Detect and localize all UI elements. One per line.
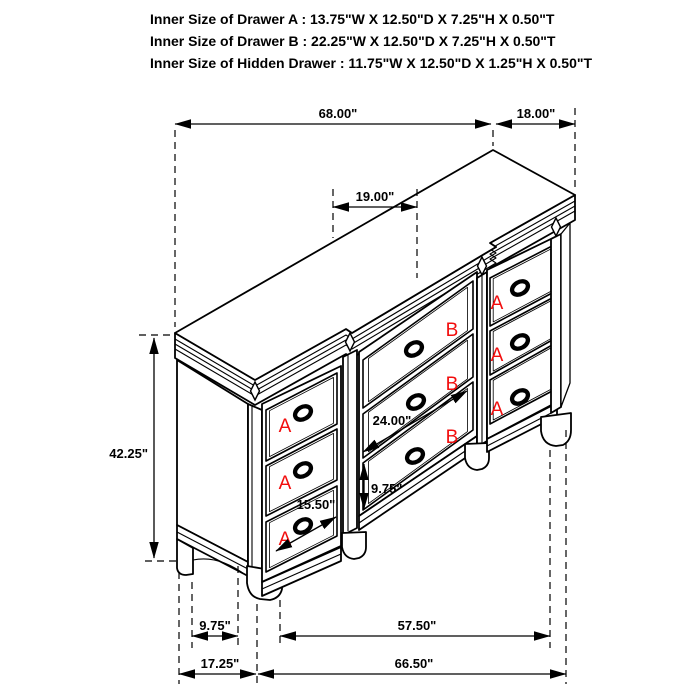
- label-drawer-b: B: [445, 374, 459, 395]
- dim-label-drawer-height: 9.75": [371, 481, 403, 496]
- label-drawer-b: B: [445, 427, 459, 448]
- note-drawer-b: Inner Size of Drawer B : 22.25"W X 12.50"D X 7.25"H X 0.50"T: [150, 33, 556, 49]
- dim-feet-span: [280, 618, 550, 636]
- dim-label-top-width: 68.00": [318, 106, 358, 121]
- inner-size-note: [150, 11, 592, 71]
- dim-label-feet-span: 57.50": [397, 618, 437, 633]
- drawer-column-left: [262, 366, 341, 596]
- label-drawer-a: A: [490, 293, 504, 314]
- label-drawer-a: A: [278, 416, 292, 437]
- center-right-foot: [465, 443, 489, 470]
- dim-label-drawer-b-width: 24.00": [372, 413, 412, 428]
- dim-label-foot-depth: 9.75": [199, 618, 231, 633]
- dim-base-width: [258, 656, 566, 674]
- dim-label-drawer-a-width: 15.50": [296, 497, 336, 512]
- label-drawer-a: A: [278, 529, 292, 550]
- center-left-foot: [342, 532, 366, 559]
- dim-label-top-depth: 18.00": [516, 106, 556, 121]
- dim-overall-height: [109, 335, 177, 561]
- dresser-illustration: [175, 150, 575, 600]
- note-drawer-a: Inner Size of Drawer A : 13.75"W X 12.50"D X 7.25"H X 0.50"T: [150, 11, 555, 27]
- dim-label-hidden-drawer: 19.00": [355, 189, 395, 204]
- dim-side-depth: [179, 656, 256, 674]
- dim-label-side-depth: 17.25": [200, 656, 240, 671]
- dim-label-base-width: 66.50": [394, 656, 434, 671]
- label-drawer-a: A: [490, 345, 504, 366]
- label-drawer-a: A: [490, 399, 504, 420]
- right-side-panel: [561, 223, 570, 407]
- label-drawer-a: A: [278, 473, 292, 494]
- label-drawer-b: B: [445, 320, 459, 341]
- note-hidden-drawer: Inner Size of Hidden Drawer : 11.75"W X 12.50"D X 1.25"H X 0.50"T: [150, 55, 593, 71]
- dim-label-overall-height: 42.25": [109, 446, 148, 461]
- dim-foot-depth: [192, 618, 238, 636]
- front-right-foot: [541, 413, 571, 446]
